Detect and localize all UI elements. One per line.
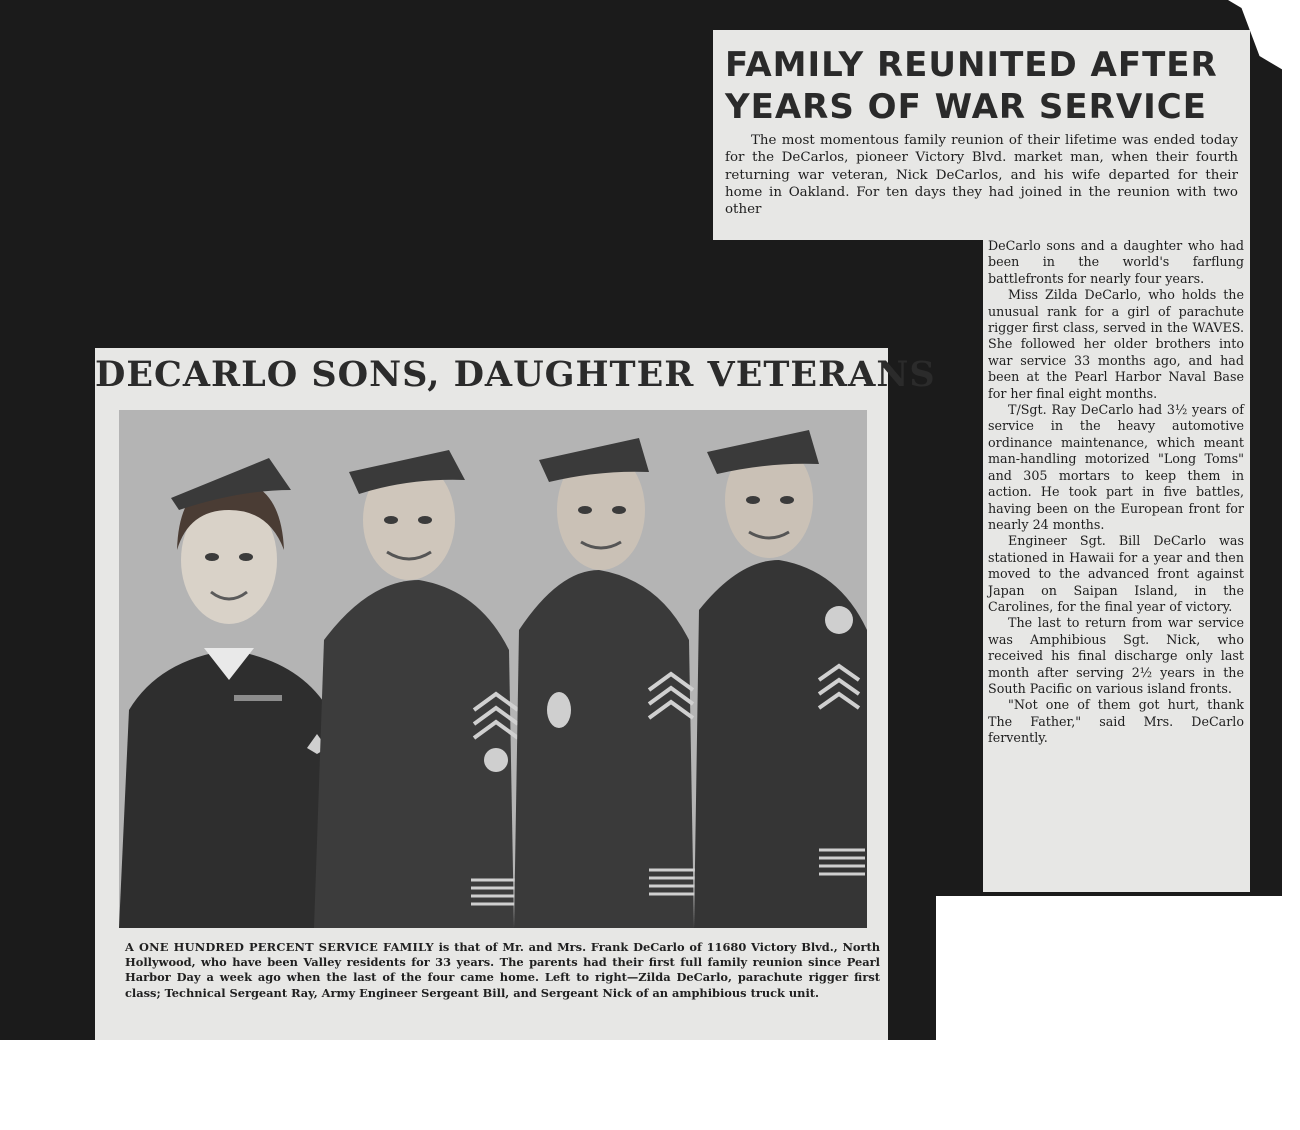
article-headline <box>725 44 1238 128</box>
article-header-clipping <box>713 30 1250 240</box>
photo-caption <box>125 940 880 1001</box>
article-paragraph: DeCarlo sons and a daughter who had been in the world's farflung battlefronts for nearly four years. <box>988 238 1244 286</box>
photo-headline: DECARLO SONS, DAUGHTER VETERANS <box>95 354 936 395</box>
headline-line-2: YEARS OF WAR SERVICE <box>725 87 1207 127</box>
article-paragraph: T/Sgt. Ray DeCarlo had 3½ years of service in the heavy automotive ordinance maintenance, which meant man-handling motorized "Long Toms" and 305 mortars to keep them in action. He took part in five battles, having been on the European front for nearly 24 months. <box>988 402 1244 532</box>
mount-edge <box>1282 60 1300 940</box>
photo-clipping <box>95 348 936 1040</box>
article-paragraph: The last to return from war service was Amphibious Sgt. Nick, who received his final discharge only last month after serving 2½ years in the South Pacific on various island fronts. <box>988 615 1244 696</box>
mount-torn-area <box>936 896 1300 1040</box>
article-lead-paragraph: The most momentous family reunion of their lifetime was ended today for the DeCarlos, pioneer Victory Blvd. market man, when their fourth returning war veteran, Nick DeCarlos, and his wife departed for their home in Oakland. For ten days they had joined in the reunion with two other <box>725 133 1238 218</box>
photo-illustration <box>119 410 867 928</box>
article-column-clipping <box>983 238 1250 892</box>
headline-line-1: FAMILY REUNITED AFTER <box>725 45 1218 85</box>
article-paragraph: Miss Zilda DeCarlo, who holds the unusual rank for a girl of parachute rigger first class, served in the WAVES. She followed her older brothers into war service 33 months ago, and had been at the Pearl Harbor Naval Base for her final eight months. <box>988 287 1244 401</box>
article-paragraph: "Not one of them got hurt, thank The Father," said Mrs. DeCarlo fervently. <box>988 697 1244 746</box>
caption-lead-in: A ONE HUNDRED PERCENT SERVICE FAMILY <box>125 940 434 954</box>
family-photo <box>119 410 867 928</box>
caption-body: is that of Mr. and Mrs. Frank DeCarlo of 11680 Victory Blvd., North Hollywood, who have been Valley residents for 33 years. The parents had their first full family reunion since Pearl Harbor Day a week ago when the last of the four came home. Left to right—Zilda DeCarlo, parachute rigger first class; Technical Sergeant Ray, Army Engineer Sergeant Bill, and Sergeant Nick of an amphibious truck unit. <box>125 940 880 1000</box>
article-paragraph: Engineer Sgt. Bill DeCarlo was stationed in Hawaii for a year and then moved to the advanced front against Japan on Saipan Island, in the Carolines, for the final year of victory. <box>988 533 1244 614</box>
